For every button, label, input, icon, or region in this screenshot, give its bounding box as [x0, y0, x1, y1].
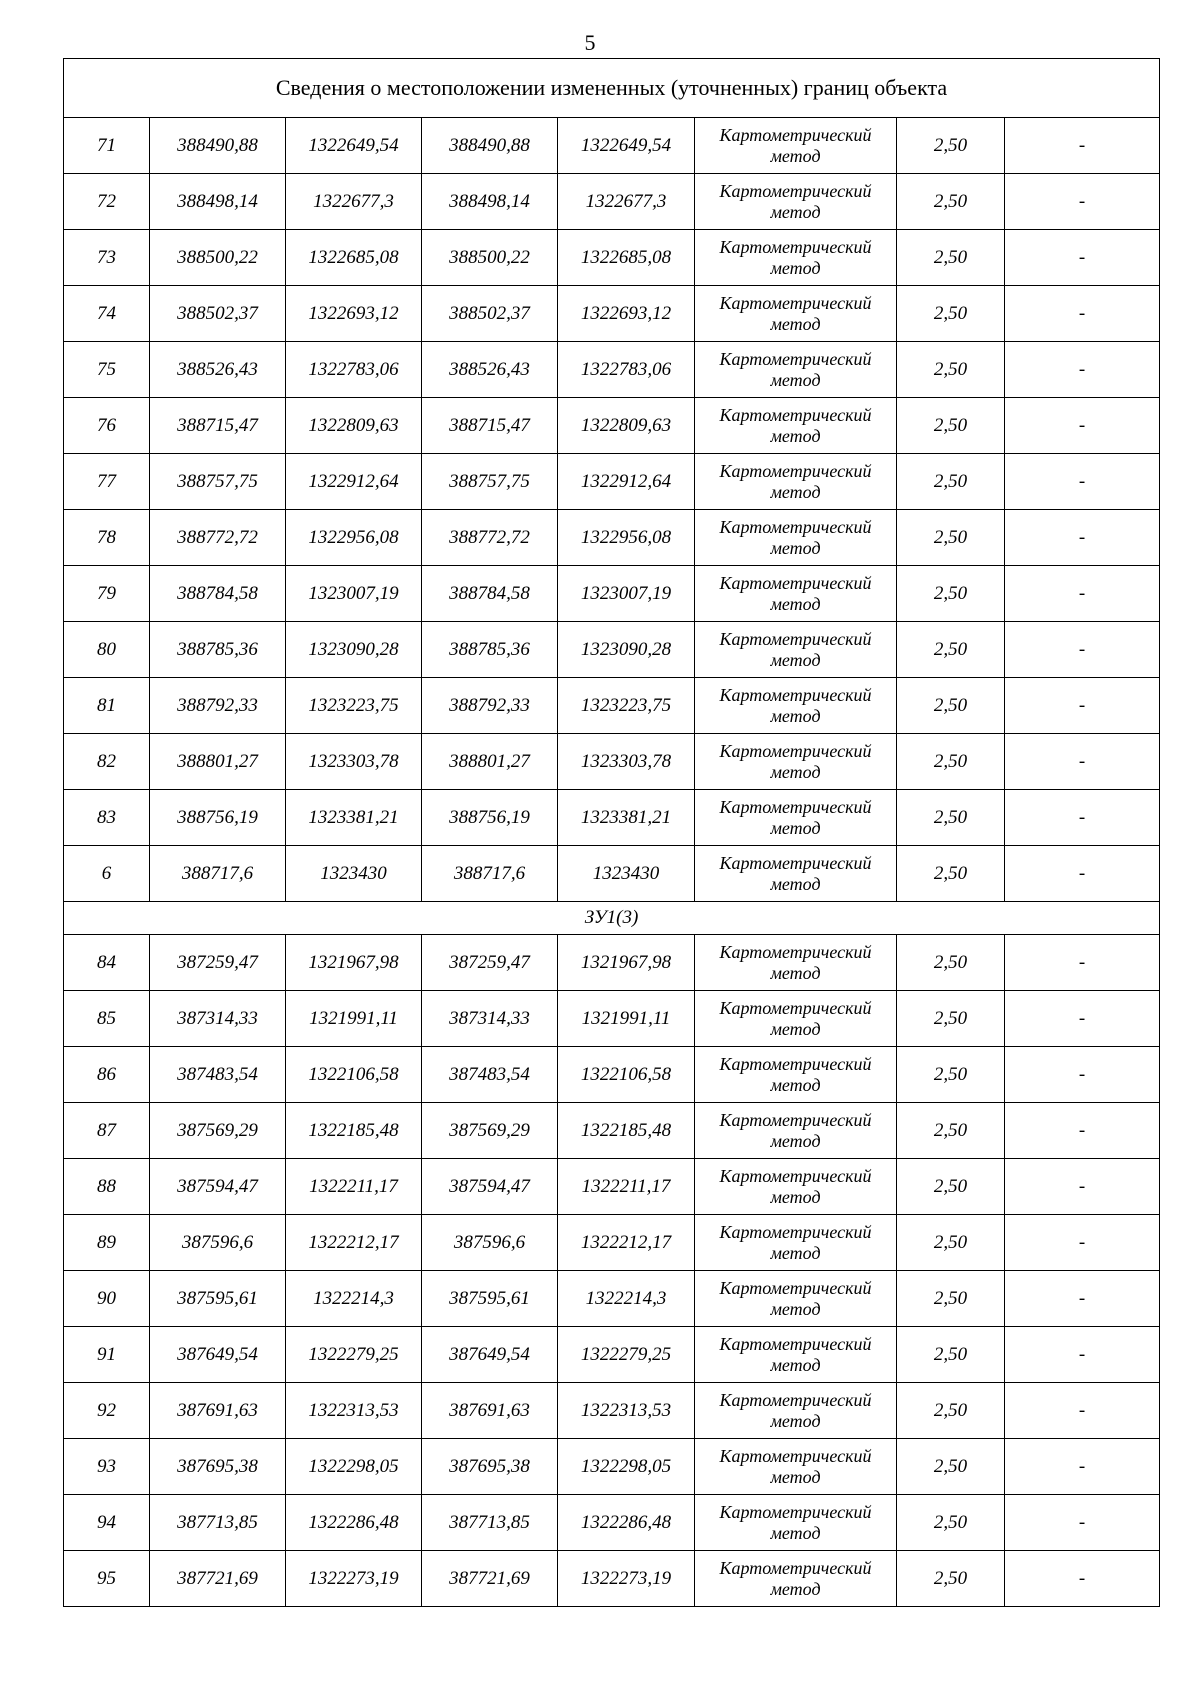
note-cell: - [1005, 1047, 1160, 1103]
table-row [64, 566, 1160, 622]
method-line-2: метод [770, 1466, 821, 1487]
table-row [64, 342, 1160, 398]
table-row [64, 1495, 1160, 1551]
existing-x-cell: 387314,33 [150, 991, 286, 1047]
note-cell: - [1005, 1439, 1160, 1495]
note-cell: - [1005, 734, 1160, 790]
method-cell [695, 1383, 897, 1439]
method-cell [695, 230, 897, 286]
accuracy-cell: 2,50 [897, 230, 1005, 286]
existing-y-cell: 1323303,78 [286, 734, 422, 790]
point-number-cell: 83 [64, 790, 150, 846]
section-label: ЗУ1(3) [64, 902, 1160, 935]
new-y-cell: 1322286,48 [558, 1495, 695, 1551]
existing-x-cell: 388502,37 [150, 286, 286, 342]
point-number-cell: 93 [64, 1439, 150, 1495]
existing-x-cell: 387483,54 [150, 1047, 286, 1103]
new-y-cell: 1323090,28 [558, 622, 695, 678]
point-number-cell: 95 [64, 1551, 150, 1607]
method-line-1: Картометрический [719, 1221, 872, 1242]
table-row [64, 1327, 1160, 1383]
new-y-cell: 1322214,3 [558, 1271, 695, 1327]
existing-y-cell: 1322649,54 [286, 118, 422, 174]
note-cell: - [1005, 1215, 1160, 1271]
existing-x-cell: 387594,47 [150, 1159, 286, 1215]
accuracy-cell: 2,50 [897, 790, 1005, 846]
accuracy-cell: 2,50 [897, 286, 1005, 342]
table-row [64, 118, 1160, 174]
new-y-cell: 1322212,17 [558, 1215, 695, 1271]
new-y-cell: 1322956,08 [558, 510, 695, 566]
method-line-1: Картометрический [719, 1557, 872, 1578]
existing-y-cell: 1322214,3 [286, 1271, 422, 1327]
note-cell: - [1005, 1271, 1160, 1327]
table-row [64, 286, 1160, 342]
new-x-cell: 388801,27 [422, 734, 558, 790]
existing-y-cell: 1321967,98 [286, 935, 422, 991]
table-row [64, 1103, 1160, 1159]
existing-x-cell: 387569,29 [150, 1103, 286, 1159]
method-line-2: метод [770, 1410, 821, 1431]
point-number-cell: 79 [64, 566, 150, 622]
table-row [64, 230, 1160, 286]
existing-x-cell: 388785,36 [150, 622, 286, 678]
existing-y-cell: 1322185,48 [286, 1103, 422, 1159]
page-number: 5 [584, 30, 596, 55]
method-line-2: метод [770, 1074, 821, 1095]
method-line-2: метод [770, 1522, 821, 1543]
existing-y-cell: 1321991,11 [286, 991, 422, 1047]
existing-x-cell: 388717,6 [150, 846, 286, 902]
existing-y-cell: 1322693,12 [286, 286, 422, 342]
method-line-1: Картометрический [719, 997, 872, 1018]
table-row [64, 398, 1160, 454]
new-x-cell: 387259,47 [422, 935, 558, 991]
accuracy-cell: 2,50 [897, 174, 1005, 230]
method-cell [695, 1327, 897, 1383]
existing-x-cell: 387713,85 [150, 1495, 286, 1551]
note-cell: - [1005, 935, 1160, 991]
note-cell: - [1005, 118, 1160, 174]
new-x-cell: 387483,54 [422, 1047, 558, 1103]
accuracy-cell: 2,50 [897, 118, 1005, 174]
existing-y-cell: 1323430 [286, 846, 422, 902]
new-y-cell: 1322677,3 [558, 174, 695, 230]
note-cell: - [1005, 622, 1160, 678]
accuracy-cell: 2,50 [897, 622, 1005, 678]
method-line-2: метод [770, 145, 821, 166]
method-line-1: Картометрический [719, 124, 872, 145]
method-line-1: Картометрический [719, 1109, 872, 1130]
accuracy-cell: 2,50 [897, 1495, 1005, 1551]
point-number-cell: 80 [64, 622, 150, 678]
new-y-cell: 1323381,21 [558, 790, 695, 846]
accuracy-cell: 2,50 [897, 1215, 1005, 1271]
accuracy-cell: 2,50 [897, 510, 1005, 566]
method-line-1: Картометрический [719, 180, 872, 201]
method-line-2: метод [770, 1242, 821, 1263]
point-number-cell: 72 [64, 174, 150, 230]
accuracy-cell: 2,50 [897, 1383, 1005, 1439]
method-cell [695, 935, 897, 991]
new-y-cell: 1322106,58 [558, 1047, 695, 1103]
note-cell: - [1005, 454, 1160, 510]
note-cell: - [1005, 286, 1160, 342]
note-cell: - [1005, 1495, 1160, 1551]
new-x-cell: 388502,37 [422, 286, 558, 342]
new-x-cell: 388490,88 [422, 118, 558, 174]
new-x-cell: 388792,33 [422, 678, 558, 734]
new-x-cell: 388717,6 [422, 846, 558, 902]
note-cell: - [1005, 1551, 1160, 1607]
method-cell [695, 566, 897, 622]
new-y-cell: 1322279,25 [558, 1327, 695, 1383]
table-row [64, 622, 1160, 678]
point-number-cell: 89 [64, 1215, 150, 1271]
point-number-cell: 90 [64, 1271, 150, 1327]
note-cell: - [1005, 1103, 1160, 1159]
new-y-cell: 1322783,06 [558, 342, 695, 398]
existing-x-cell: 388772,72 [150, 510, 286, 566]
existing-x-cell: 388715,47 [150, 398, 286, 454]
existing-y-cell: 1322677,3 [286, 174, 422, 230]
method-line-1: Картометрический [719, 628, 872, 649]
accuracy-cell: 2,50 [897, 398, 1005, 454]
accuracy-cell: 2,50 [897, 935, 1005, 991]
method-cell [695, 1103, 897, 1159]
existing-y-cell: 1323381,21 [286, 790, 422, 846]
new-x-cell: 388785,36 [422, 622, 558, 678]
boundary-coordinates-table [63, 58, 1160, 1607]
new-x-cell: 387695,38 [422, 1439, 558, 1495]
table-row [64, 510, 1160, 566]
table-title-row [64, 59, 1160, 118]
existing-y-cell: 1322211,17 [286, 1159, 422, 1215]
point-number-cell: 92 [64, 1383, 150, 1439]
new-x-cell: 387713,85 [422, 1495, 558, 1551]
method-line-2: метод [770, 705, 821, 726]
new-y-cell: 1322649,54 [558, 118, 695, 174]
note-cell: - [1005, 174, 1160, 230]
note-cell: - [1005, 342, 1160, 398]
method-cell [695, 398, 897, 454]
method-line-1: Картометрический [719, 684, 872, 705]
new-x-cell: 387314,33 [422, 991, 558, 1047]
point-number-cell: 78 [64, 510, 150, 566]
accuracy-cell: 2,50 [897, 1047, 1005, 1103]
accuracy-cell: 2,50 [897, 454, 1005, 510]
new-x-cell: 388715,47 [422, 398, 558, 454]
existing-x-cell: 387691,63 [150, 1383, 286, 1439]
new-x-cell: 387649,54 [422, 1327, 558, 1383]
new-y-cell: 1322298,05 [558, 1439, 695, 1495]
point-number-cell: 75 [64, 342, 150, 398]
accuracy-cell: 2,50 [897, 1439, 1005, 1495]
method-line-2: метод [770, 369, 821, 390]
point-number-cell: 6 [64, 846, 150, 902]
table-row [64, 174, 1160, 230]
table-row [64, 1551, 1160, 1607]
method-line-2: метод [770, 257, 821, 278]
accuracy-cell: 2,50 [897, 1103, 1005, 1159]
point-number-cell: 94 [64, 1495, 150, 1551]
method-cell [695, 1439, 897, 1495]
existing-x-cell: 388490,88 [150, 118, 286, 174]
method-line-1: Картометрический [719, 236, 872, 257]
new-x-cell: 388756,19 [422, 790, 558, 846]
method-line-2: метод [770, 313, 821, 334]
accuracy-cell: 2,50 [897, 1327, 1005, 1383]
new-x-cell: 387596,6 [422, 1215, 558, 1271]
method-line-2: метод [770, 481, 821, 502]
method-line-2: метод [770, 1018, 821, 1039]
new-y-cell: 1321991,11 [558, 991, 695, 1047]
method-line-1: Картометрический [719, 460, 872, 481]
method-cell [695, 622, 897, 678]
method-cell [695, 678, 897, 734]
existing-x-cell: 388500,22 [150, 230, 286, 286]
method-cell [695, 991, 897, 1047]
existing-y-cell: 1322273,19 [286, 1551, 422, 1607]
point-number-cell: 86 [64, 1047, 150, 1103]
existing-x-cell: 387596,6 [150, 1215, 286, 1271]
new-y-cell: 1323430 [558, 846, 695, 902]
method-line-2: метод [770, 873, 821, 894]
existing-y-cell: 1322286,48 [286, 1495, 422, 1551]
note-cell: - [1005, 678, 1160, 734]
new-x-cell: 387594,47 [422, 1159, 558, 1215]
method-line-1: Картометрический [719, 292, 872, 313]
accuracy-cell: 2,50 [897, 566, 1005, 622]
method-cell [695, 1159, 897, 1215]
new-x-cell: 387691,63 [422, 1383, 558, 1439]
existing-x-cell: 388792,33 [150, 678, 286, 734]
method-line-1: Картометрический [719, 1053, 872, 1074]
method-line-1: Картометрический [719, 1277, 872, 1298]
point-number-cell: 74 [64, 286, 150, 342]
method-cell [695, 454, 897, 510]
method-line-2: метод [770, 537, 821, 558]
note-cell: - [1005, 1383, 1160, 1439]
method-cell [695, 790, 897, 846]
new-x-cell: 387595,61 [422, 1271, 558, 1327]
point-number-cell: 91 [64, 1327, 150, 1383]
method-line-2: метод [770, 425, 821, 446]
note-cell: - [1005, 846, 1160, 902]
new-y-cell: 1322211,17 [558, 1159, 695, 1215]
existing-x-cell: 388801,27 [150, 734, 286, 790]
new-y-cell: 1322273,19 [558, 1551, 695, 1607]
existing-y-cell: 1322212,17 [286, 1215, 422, 1271]
method-line-1: Картометрический [719, 1501, 872, 1522]
table-row [64, 1159, 1160, 1215]
method-line-1: Картометрический [719, 404, 872, 425]
method-cell [695, 1495, 897, 1551]
new-x-cell: 387569,29 [422, 1103, 558, 1159]
method-line-2: метод [770, 761, 821, 782]
table-row [64, 734, 1160, 790]
existing-x-cell: 388526,43 [150, 342, 286, 398]
point-number-cell: 76 [64, 398, 150, 454]
method-cell [695, 286, 897, 342]
method-line-1: Картометрический [719, 1389, 872, 1410]
existing-x-cell: 388757,75 [150, 454, 286, 510]
point-number-cell: 88 [64, 1159, 150, 1215]
new-x-cell: 388498,14 [422, 174, 558, 230]
existing-y-cell: 1322685,08 [286, 230, 422, 286]
point-number-cell: 82 [64, 734, 150, 790]
note-cell: - [1005, 790, 1160, 846]
existing-y-cell: 1322279,25 [286, 1327, 422, 1383]
existing-y-cell: 1322809,63 [286, 398, 422, 454]
accuracy-cell: 2,50 [897, 991, 1005, 1047]
new-x-cell: 387721,69 [422, 1551, 558, 1607]
accuracy-cell: 2,50 [897, 1551, 1005, 1607]
table-row [64, 1383, 1160, 1439]
new-y-cell: 1322693,12 [558, 286, 695, 342]
new-x-cell: 388526,43 [422, 342, 558, 398]
existing-y-cell: 1322313,53 [286, 1383, 422, 1439]
new-x-cell: 388757,75 [422, 454, 558, 510]
note-cell: - [1005, 566, 1160, 622]
new-x-cell: 388500,22 [422, 230, 558, 286]
new-y-cell: 1323223,75 [558, 678, 695, 734]
existing-x-cell: 387649,54 [150, 1327, 286, 1383]
existing-y-cell: 1322912,64 [286, 454, 422, 510]
method-line-1: Картометрический [719, 348, 872, 369]
method-line-1: Картометрический [719, 796, 872, 817]
note-cell: - [1005, 398, 1160, 454]
new-y-cell: 1322912,64 [558, 454, 695, 510]
method-line-2: метод [770, 817, 821, 838]
point-number-cell: 87 [64, 1103, 150, 1159]
existing-x-cell: 388498,14 [150, 174, 286, 230]
existing-y-cell: 1322298,05 [286, 1439, 422, 1495]
table-row [64, 846, 1160, 902]
accuracy-cell: 2,50 [897, 1271, 1005, 1327]
method-line-1: Картометрический [719, 941, 872, 962]
table-row [64, 1439, 1160, 1495]
existing-y-cell: 1322956,08 [286, 510, 422, 566]
new-y-cell: 1322185,48 [558, 1103, 695, 1159]
method-cell [695, 734, 897, 790]
table-row [64, 1215, 1160, 1271]
point-number-cell: 81 [64, 678, 150, 734]
note-cell: - [1005, 230, 1160, 286]
method-cell [695, 1271, 897, 1327]
existing-x-cell: 388756,19 [150, 790, 286, 846]
method-line-1: Картометрический [719, 852, 872, 873]
table-row [64, 790, 1160, 846]
new-y-cell: 1322685,08 [558, 230, 695, 286]
new-x-cell: 388784,58 [422, 566, 558, 622]
method-line-2: метод [770, 1354, 821, 1375]
accuracy-cell: 2,50 [897, 1159, 1005, 1215]
existing-y-cell: 1322106,58 [286, 1047, 422, 1103]
existing-x-cell: 387721,69 [150, 1551, 286, 1607]
method-line-1: Картометрический [719, 1165, 872, 1186]
table-row [64, 678, 1160, 734]
accuracy-cell: 2,50 [897, 678, 1005, 734]
point-number-cell: 77 [64, 454, 150, 510]
existing-x-cell: 387259,47 [150, 935, 286, 991]
new-x-cell: 388772,72 [422, 510, 558, 566]
method-line-2: метод [770, 593, 821, 614]
table-title: Сведения о местоположении измененных (уточненных) границ объекта [64, 59, 1160, 118]
table-row [64, 1271, 1160, 1327]
method-cell [695, 1047, 897, 1103]
new-y-cell: 1323007,19 [558, 566, 695, 622]
method-cell [695, 1215, 897, 1271]
note-cell: - [1005, 1327, 1160, 1383]
point-number-cell: 84 [64, 935, 150, 991]
method-cell [695, 342, 897, 398]
method-line-1: Картометрический [719, 1445, 872, 1466]
method-line-2: метод [770, 962, 821, 983]
existing-y-cell: 1322783,06 [286, 342, 422, 398]
method-cell [695, 510, 897, 566]
method-line-1: Картометрический [719, 740, 872, 761]
new-y-cell: 1322809,63 [558, 398, 695, 454]
method-cell [695, 174, 897, 230]
new-y-cell: 1322313,53 [558, 1383, 695, 1439]
method-cell [695, 118, 897, 174]
accuracy-cell: 2,50 [897, 846, 1005, 902]
note-cell: - [1005, 510, 1160, 566]
point-number-cell: 71 [64, 118, 150, 174]
method-cell [695, 1551, 897, 1607]
point-number-cell: 73 [64, 230, 150, 286]
method-line-1: Картометрический [719, 572, 872, 593]
existing-y-cell: 1323090,28 [286, 622, 422, 678]
existing-x-cell: 388784,58 [150, 566, 286, 622]
table-row [64, 1047, 1160, 1103]
note-cell: - [1005, 991, 1160, 1047]
method-line-2: метод [770, 1186, 821, 1207]
new-y-cell: 1321967,98 [558, 935, 695, 991]
table-row [64, 454, 1160, 510]
existing-y-cell: 1323223,75 [286, 678, 422, 734]
method-line-2: метод [770, 201, 821, 222]
existing-y-cell: 1323007,19 [286, 566, 422, 622]
section-row [64, 902, 1160, 935]
existing-x-cell: 387695,38 [150, 1439, 286, 1495]
method-line-2: метод [770, 1130, 821, 1151]
method-line-2: метод [770, 1298, 821, 1319]
new-y-cell: 1323303,78 [558, 734, 695, 790]
existing-x-cell: 387595,61 [150, 1271, 286, 1327]
method-line-2: метод [770, 1578, 821, 1599]
method-line-1: Картометрический [719, 516, 872, 537]
method-line-1: Картометрический [719, 1333, 872, 1354]
point-number-cell: 85 [64, 991, 150, 1047]
method-line-2: метод [770, 649, 821, 670]
method-cell [695, 846, 897, 902]
accuracy-cell: 2,50 [897, 342, 1005, 398]
table-row [64, 991, 1160, 1047]
table-row [64, 935, 1160, 991]
note-cell: - [1005, 1159, 1160, 1215]
accuracy-cell: 2,50 [897, 734, 1005, 790]
